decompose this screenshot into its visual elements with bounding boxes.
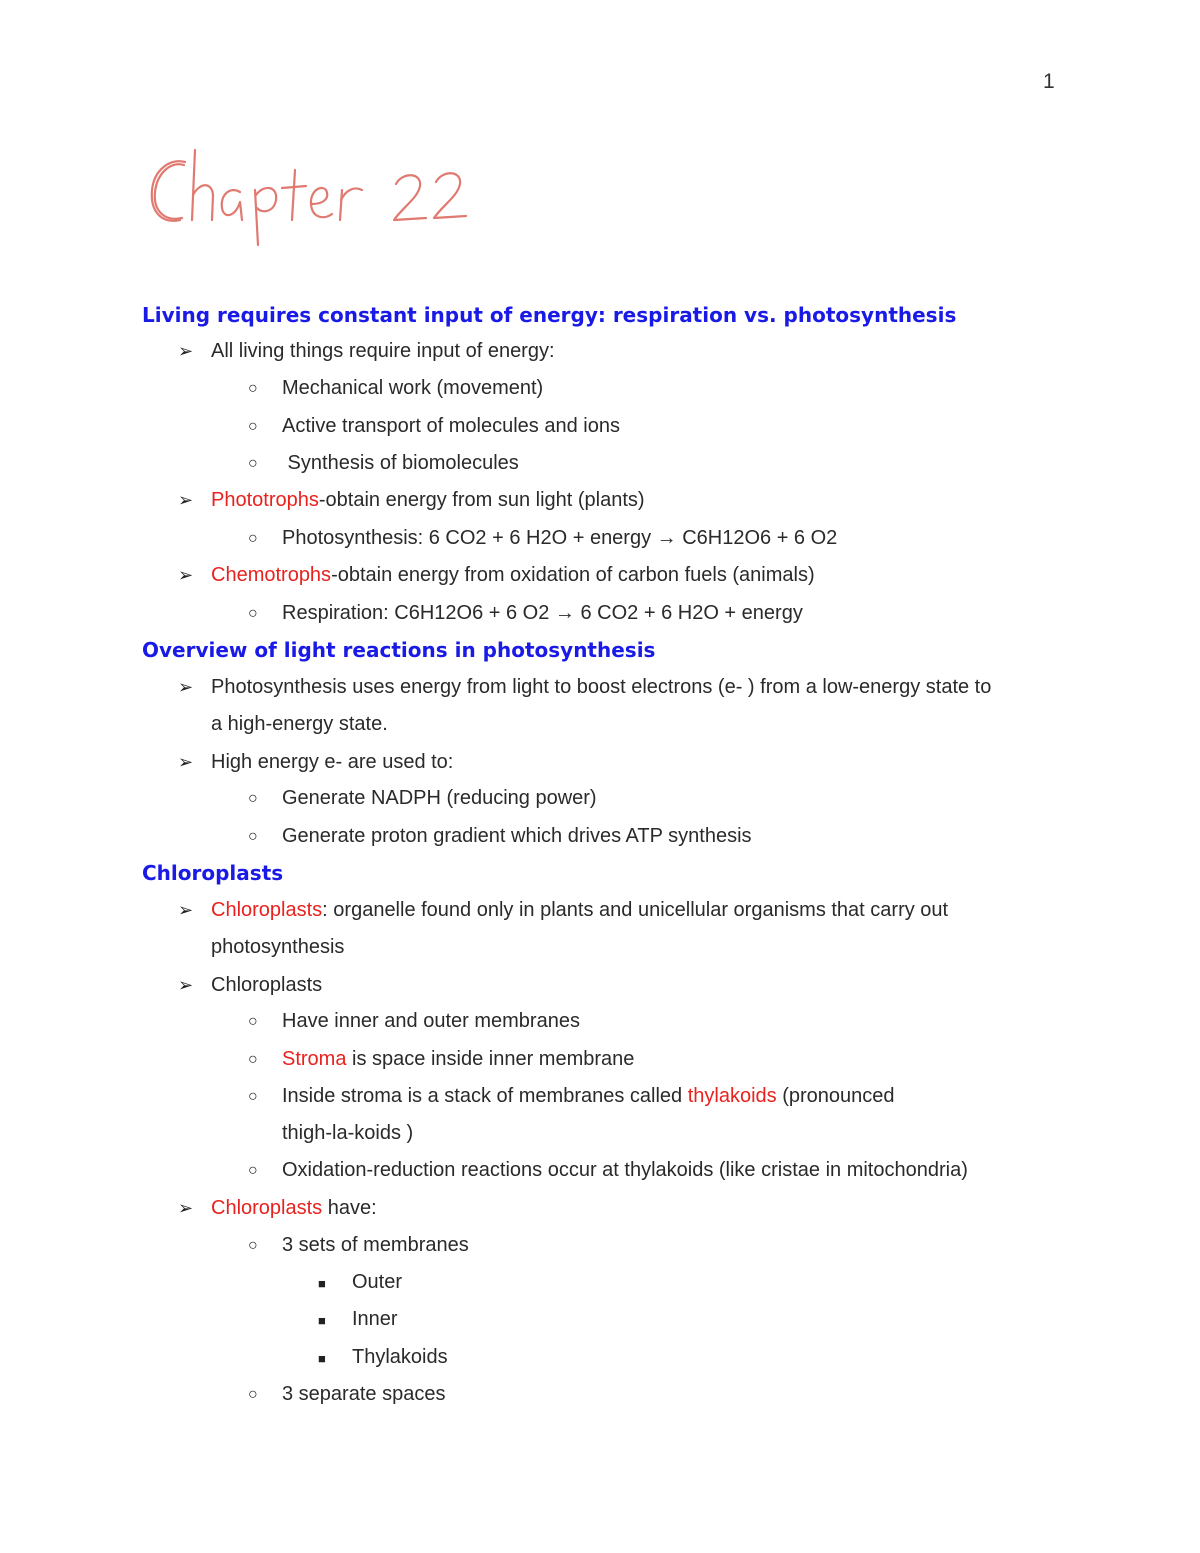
bullet-circle-icon: ○ — [248, 790, 258, 807]
term-phototrophs: Phototrophs — [211, 489, 319, 511]
list-item: Active transport of molecules and ions — [282, 415, 620, 437]
bullet-square-icon: ■ — [318, 1276, 326, 1291]
term-definition: -obtain energy from oxidation of carbon fuels (animals) — [331, 564, 815, 586]
list-item: Respiration: C6H12O6 + 6 O2 → 6 CO2 + 6 H2O + energy — [282, 602, 803, 624]
list-item: Inner — [352, 1308, 398, 1330]
bullet-arrow-icon: ➢ — [178, 677, 194, 697]
bullet-circle-icon: ○ — [248, 828, 258, 845]
list-item: Mechanical work (movement) — [282, 377, 544, 399]
list-item: Generate NADPH (reducing power) — [282, 787, 597, 809]
bullet-circle-icon: ○ — [248, 455, 258, 472]
section-heading-energy: Living requires constant input of energy: respiration vs. photosynthesis — [142, 303, 957, 327]
term-definition: : organelle found only in plants and unicellular organisms that carry out — [322, 899, 949, 921]
bullet-circle-icon: ○ — [248, 1013, 258, 1030]
section-heading-chloroplasts: Chloroplasts — [142, 861, 284, 885]
term-chloroplasts: Chloroplasts — [211, 899, 323, 921]
bullet-arrow-icon: ➢ — [178, 565, 194, 585]
list-item-continuation: a high-energy state. — [211, 713, 388, 735]
term-thylakoids: thylakoids — [687, 1085, 777, 1107]
list-item — [211, 1197, 377, 1220]
list-item: 3 separate spaces — [282, 1383, 446, 1405]
bullet-circle-icon: ○ — [248, 1237, 258, 1254]
bullet-circle-icon: ○ — [248, 1088, 258, 1105]
text-fragment: (pronounced — [776, 1085, 895, 1107]
bullet-circle-icon: ○ — [248, 1162, 258, 1179]
term-chloroplasts: Chloroplasts — [211, 1197, 323, 1219]
list-item — [211, 899, 948, 922]
bullet-circle-icon: ○ — [248, 605, 258, 622]
bullet-arrow-icon: ➢ — [178, 1198, 194, 1218]
bullet-arrow-icon: ➢ — [178, 975, 194, 995]
bullet-circle-icon: ○ — [248, 418, 258, 435]
bullet-arrow-icon: ➢ — [178, 490, 194, 510]
list-item: Oxidation-reduction reactions occur at thylakoids (like cristae in mitochondria) — [282, 1159, 968, 1181]
list-item: High energy e- are used to: — [211, 751, 454, 773]
list-item-continuation: photosynthesis — [211, 936, 345, 958]
bullet-arrow-icon: ➢ — [178, 752, 194, 772]
term-definition: is space inside inner membrane — [346, 1048, 635, 1070]
list-item: Chloroplasts — [211, 974, 323, 996]
term-chemotrophs: Chemotrophs — [211, 564, 332, 586]
term-definition: -obtain energy from sun light (plants) — [318, 489, 645, 511]
bullet-arrow-icon: ➢ — [178, 900, 194, 920]
list-item — [211, 489, 645, 512]
bullet-arrow-icon: ➢ — [178, 341, 194, 361]
list-item — [211, 564, 815, 587]
bullet-circle-icon: ○ — [248, 1051, 258, 1068]
bullet-square-icon: ■ — [318, 1351, 326, 1366]
list-item: 3 sets of membranes — [282, 1234, 469, 1256]
section-heading-light-reactions: Overview of light reactions in photosynthesis — [142, 638, 656, 662]
text-fragment: Inside stroma is a stack of membranes called — [282, 1085, 688, 1107]
page-number: 1 — [1043, 70, 1055, 93]
list-item: Outer — [352, 1271, 403, 1293]
bullet-square-icon: ■ — [318, 1313, 326, 1328]
term-definition: have: — [322, 1197, 377, 1219]
list-item: Thylakoids — [352, 1346, 448, 1368]
bullet-circle-icon: ○ — [248, 380, 258, 397]
bullet-circle-icon: ○ — [248, 1386, 258, 1403]
list-item: Synthesis of biomolecules — [282, 452, 519, 474]
list-item: Generate proton gradient which drives ATP synthesis — [282, 825, 752, 847]
handwritten-chapter-title — [140, 140, 480, 250]
list-item — [282, 1048, 634, 1071]
term-stroma: Stroma — [282, 1048, 347, 1070]
bullet-circle-icon: ○ — [248, 530, 258, 547]
list-item: Photosynthesis uses energy from light to boost electrons (e- ) from a low-energy state to — [211, 676, 992, 698]
list-item: All living things require input of energy: — [211, 340, 555, 362]
list-item — [282, 1085, 895, 1108]
list-item: Have inner and outer membranes — [282, 1010, 580, 1032]
list-item: Photosynthesis: 6 CO2 + 6 H2O + energy → C6H12O6 + 6 O2 — [282, 527, 838, 549]
list-item-continuation: thigh-la-koids ) — [282, 1122, 414, 1144]
